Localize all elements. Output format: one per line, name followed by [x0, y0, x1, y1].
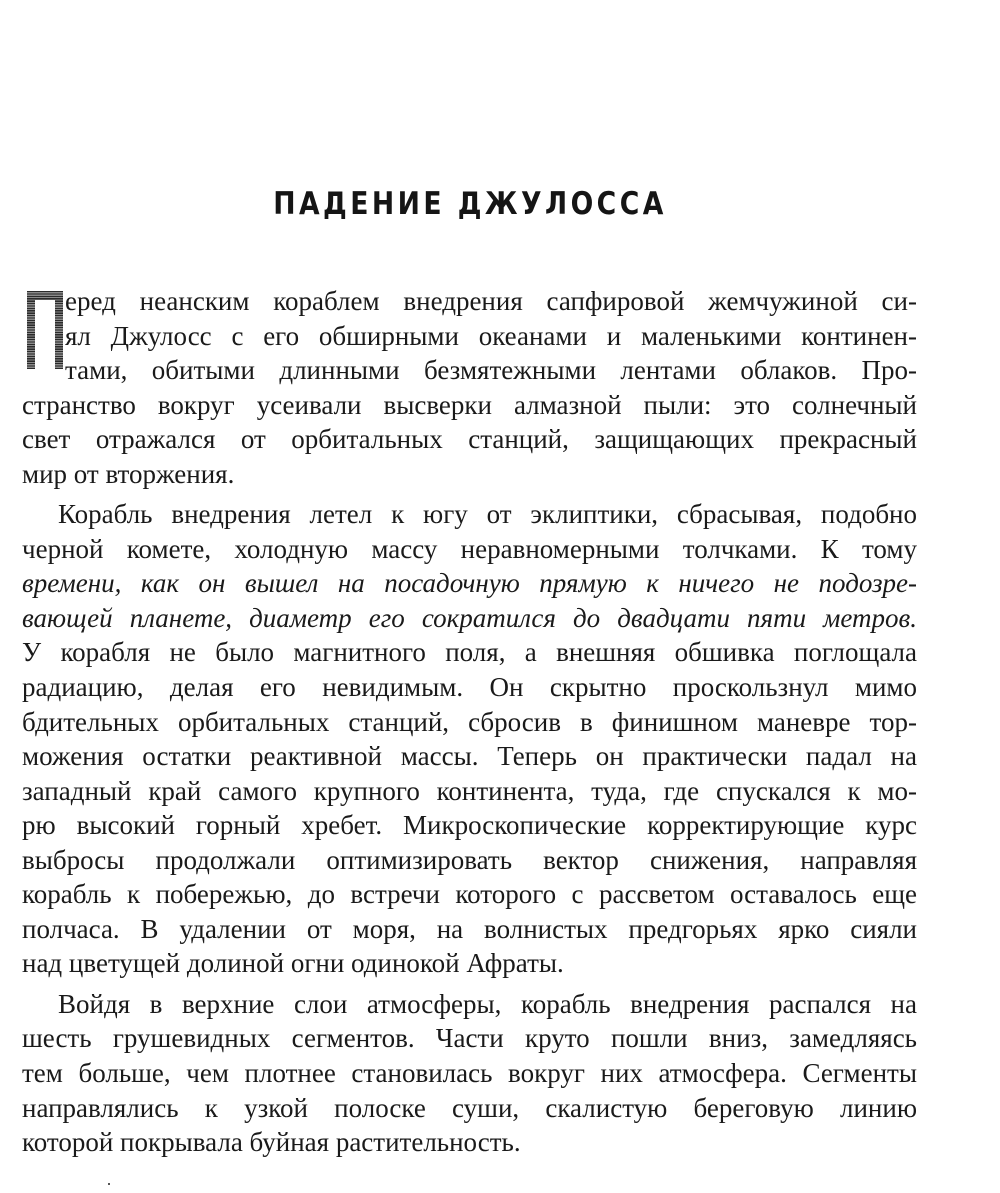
text-line: радиацию, делая его невидимым. Он скрытно проскользнул мимо — [22, 672, 917, 703]
text-line: тем больше, чем плотнее становилась вокруг них атмосфера. Сегменты — [22, 1058, 917, 1089]
text-line: вающей планете, диаметр его сократился до двадцати пяти метров. — [22, 602, 917, 633]
text-line: корабль к побережью, до встречи которого с рассветом оставалось еще — [22, 879, 917, 910]
text-line: Корабль внедрения летел к югу от эклиптики, сбрасывая, подобно — [58, 499, 917, 530]
text-line: Войдя в верхние слои атмосферы, корабль внедрения распался на — [58, 988, 917, 1019]
text-line: свет отражался от орбитальных станций, защищающих прекрасный — [22, 424, 917, 455]
body-text — [22, 284, 917, 1160]
text-line: времени, как он вышел на посадочную прямую к ничего не подозре- — [22, 568, 917, 599]
text-line: мир от вторжения. — [22, 458, 235, 489]
text-line: направлялись к узкой полоске суши, скалистую береговую линию — [22, 1092, 917, 1123]
text-line: странство вокруг усеивали высверки алмазной пыли: это солнечный — [22, 389, 917, 420]
paragraph-1 — [22, 284, 917, 491]
text-line: ял Джулосс с его обширными океанами и маленькими континен- — [65, 320, 917, 351]
text-line: бдительных орбитальных станций, сбросив в финишном маневре тор- — [22, 706, 917, 737]
paragraph-3 — [22, 987, 917, 1160]
text-line: еред неанским кораблем внедрения сапфировой жемчужиной си- — [65, 286, 917, 316]
text-line: которой покрывала буйная растительность. — [22, 1127, 521, 1158]
chapter-title: ПАДЕНИЕ ДЖУЛОССА — [273, 186, 667, 222]
text-line: выбросы продолжали оптимизировать вектор снижения, направляя — [22, 844, 917, 875]
text-line: можения остатки реактивной массы. Теперь он практически падал на — [22, 741, 917, 772]
scan-speck — [108, 1183, 110, 1185]
text-line: рю высокий горный хребет. Микроскопические корректирующие курс — [22, 810, 917, 841]
text-line: шесть грушевидных сегментов. Части круто пошли вниз, замедляясь — [22, 1023, 917, 1054]
text-line: тами, обитыми длинными безмятежными лентами облаков. Про- — [65, 355, 917, 386]
text-line: западный край самого крупного континента, туда, где спускался к мо- — [22, 775, 917, 806]
paragraph-2 — [22, 497, 917, 981]
text-line: полчаса. В удалении от моря, на волнистых предгорьях ярко сияли — [22, 913, 917, 944]
text-line: черной комете, холодную массу неравномерными толчками. К тому — [22, 533, 917, 564]
text-line: над цветущей долиной огни одинокой Афраты. — [22, 948, 564, 979]
text-line: У корабля не было магнитного поля, а внешняя обшивка поглощала — [22, 637, 917, 668]
